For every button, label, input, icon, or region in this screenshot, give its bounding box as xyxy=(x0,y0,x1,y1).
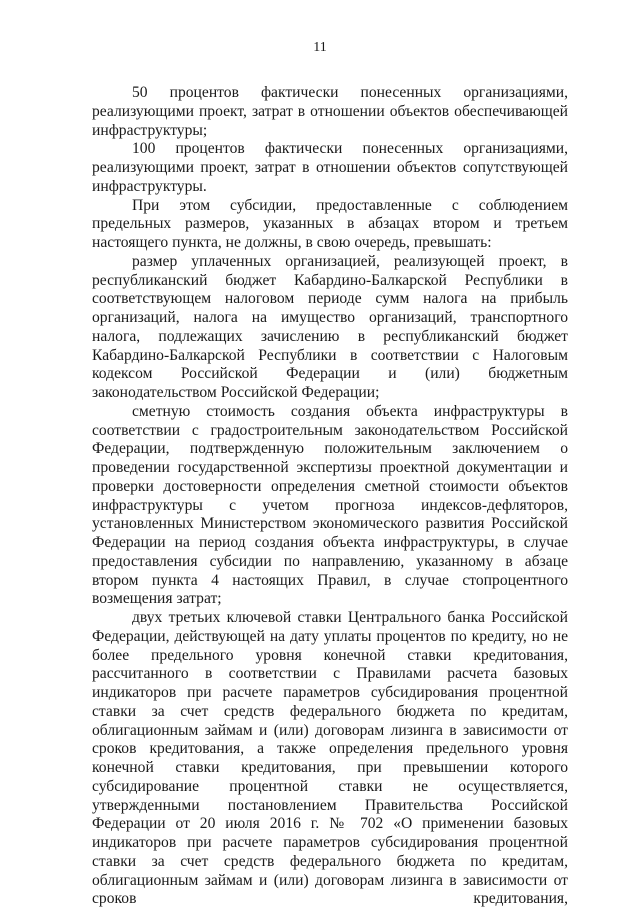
document-body xyxy=(92,84,568,909)
paragraph-4: размер уплаченных организацией, реализующей проект, в республиканский бюджет Кабардино-Балкарской Республики в соответствующем налоговом периоде сумм налога на прибыль организаций, налога на имущество организаций, транспортного налога, подлежащих зачислению в республиканский бюджет Кабардино-Балкарской Республики в соответствии с Налоговым кодексом Российской Федерации и (или) бюджетным законодательством Российской Федерации; xyxy=(92,252,568,401)
paragraph-3: При этом субсидии, предоставленные с соблюдением предельных размеров, указанных в абзацах втором и третьем настоящего пункта, не должны, в свою очередь, превышать: xyxy=(92,196,568,251)
paragraph-5: сметную стоимость создания объекта инфраструктуры в соответствии с градостроительным законодательством Российской Федерации, подтвержденную положительным заключением о проведении государственной экспертизы проектной документации и проверки достоверности определения сметной стоимости объектов инфраструктуры с учетом прогноза индексов-дефляторов, установленных Министерством экономического развития Российской Федерации на период создания объекта инфраструктуры, в случае предоставления субсидии по направлению, указанному в абзаце втором пункта 4 настоящих Правил, в случае стопроцентного возмещения затрат; xyxy=(92,402,568,608)
page-number: 11 xyxy=(313,40,327,55)
paragraph-1: 50 процентов фактически понесенных организациями, реализующими проект, затрат в отношении объектов обеспечивающей инфраструктуры; xyxy=(92,84,568,139)
paragraph-6: двух третьих ключевой ставки Центрального банка Российской Федерации, действующей на дату уплаты процентов по кредиту, но не более предельного уровня конечной ставки кредитования, рассчитанного в соответствии с Правилами расчета базовых индикаторов при расчете параметров субсидирования процентной ставки за счет средств федерального бюджета по кредитам, облигационным займам и (или) договорам лизинга в зависимости от сроков кредитования, а также определения предельного уровня конечной ставки кредитования, при превышении которого субсидирование процентной ставки не осуществляется, утвержденными постановлением Правительства Российской Федерации от 20 июля 2016 г. № 702 «О применении базовых индикаторов при расчете параметров субсидирования процентной ставки за счет средств федерального бюджета по кредитам, облигационным займам и (или) договорам лизинга в зависимости от сроков кредитования, xyxy=(92,609,568,908)
paragraph-2: 100 процентов фактически понесенных организациями, реализующими проект, затрат в отношении объектов сопутствующей инфраструктуры. xyxy=(92,140,568,195)
